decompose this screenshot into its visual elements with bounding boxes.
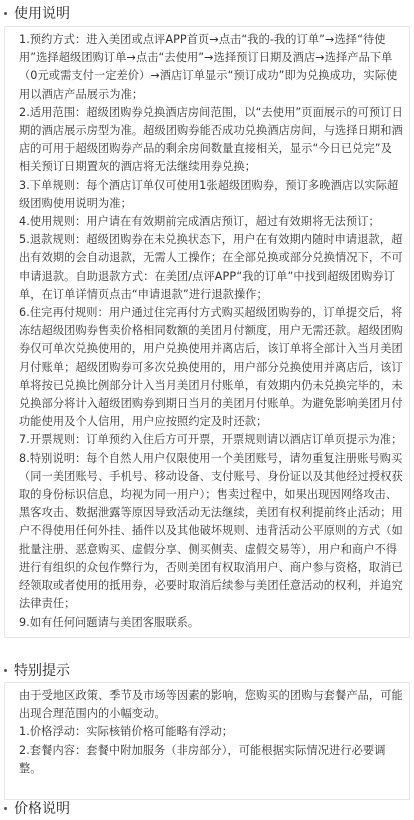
usage-item: 3.下单规则：每个酒店订单仅可使用1张超级团购券，预订多晚酒店以实际超级团购使用说明为准； <box>19 178 399 210</box>
usage-item: 5.退款规则：超级团购券在未兑换状态下，用户在有效期内随时申请退款，超出有效期的会自动退款，无需人工操作；在全部兑换或部分兑换情况下，不可申请退款。自助退款方式：在美团/点评APP“我的订单”中找到超级团购券订单，在订单详情页点击“申请退款”进行退款操作； <box>19 233 403 301</box>
usage-item: 8.特别说明：每个自然人用户仅限使用一个美团账号，请勿重复注册账号购买（同一美团账号、手机号、移动设备、支付账号、身份证以及其他经过授权获取的身份标识信息，均视为同一用户）；售卖过程中，如果出现因网络攻击、黑客攻击、数据泄露等原因导致活动无法继续，美团有权利提前终止活动；用户不得使用任何外挂、插件以及其他破坏规则、违背活动公平原则的方式（如批量注册、恶意购买、虚假分享、侧买侧卖、虚假交易等），用户和商户不得进行有组织的众包作弊行为，否则美团有权取消用户、商户参与资格，取消已经领取或者使用的抵用券，必要时取消后续参与美团任意活动的权利，并追究法律责任； <box>19 451 403 611</box>
special-notice-body <box>4 682 410 800</box>
usage-item: 9.如有任何问题请与美团客服联系。 <box>19 615 200 629</box>
special-notice-item: 1.价格浮动：实际核销价格可能略有浮动； <box>19 725 234 739</box>
special-notice-section <box>0 658 414 800</box>
usage-item: 7.开票规则：订单预约入住后方可开票，开票规则请以酒店订单页提示为准； <box>19 433 403 447</box>
price-notice-header <box>0 796 414 820</box>
usage-instructions-header <box>0 0 414 26</box>
special-notice-item: 2.套餐内容：套餐中附加服务（非房部分），可能根据实际情况进行必要调整。 <box>19 743 386 775</box>
special-notice-header <box>0 658 414 682</box>
usage-item: 6.住完再付规则：用户通过住完再付方式购买超级团购券的，订单提交后，将冻结超级团购券售卖价格相同数额的美团月付额度，用户无需还款。超级团购券仅可单次兑换使用的，用户兑换使用并离店后，该订单将全部计入当月美团月付账单；超级团购券可多次兑换使用的，用户部分兑换使用并离店后，该订单将按已兑换比例部分计入当月美团月付账单，有效期内仍未兑换完毕的，未兑换部分将计入超级团购券到期日当月的美团月付账单。为避免影响美团月付功能使用及个人信用，用户应按照约定及时还款； <box>19 306 403 429</box>
special-notice-item: 由于受地区政策、季节及市场等因素的影响，您购买的团购与套餐产品，可能出现合理范围内的小幅变动。 <box>19 689 403 721</box>
bullet-dot-icon <box>4 669 7 672</box>
bullet-dot-icon <box>4 12 7 15</box>
usage-instructions-title: 使用说明 <box>14 6 70 22</box>
price-notice-title: 价格说明 <box>14 801 70 817</box>
bullet-dot-icon <box>4 807 7 810</box>
usage-item: 1.预约方式：进入美团或点评APP首页→点击“我的-我的订单”→选择“待使用”选择超级团购订单→点击“去使用”→选择预订日期及酒店→选择产品下单（0元或需支付一定差价）→酒店订单显示“预订成功”即为兑换成功，实际使用以酒店产品展示为准； <box>19 33 398 101</box>
usage-instructions-body <box>4 26 410 638</box>
usage-item: 4.使用规则：用户请在有效期前完成酒店预订，超过有效期将无法预订； <box>19 215 380 229</box>
price-notice-section <box>0 796 414 820</box>
special-notice-title: 特别提示 <box>14 663 70 679</box>
usage-item: 2.适用范围：超级团购券兑换酒店房间范围，以“去使用”页面展示的可预订日期的酒店展示房型为准。超级团购券能否成功兑换酒店房间，与选择日期和酒店的可用于超级团购券产品的剩余房间数量直接相关，显示“今日已兑完”及相关预订日期置灰的酒店将无法继续用券兑换； <box>19 105 403 174</box>
